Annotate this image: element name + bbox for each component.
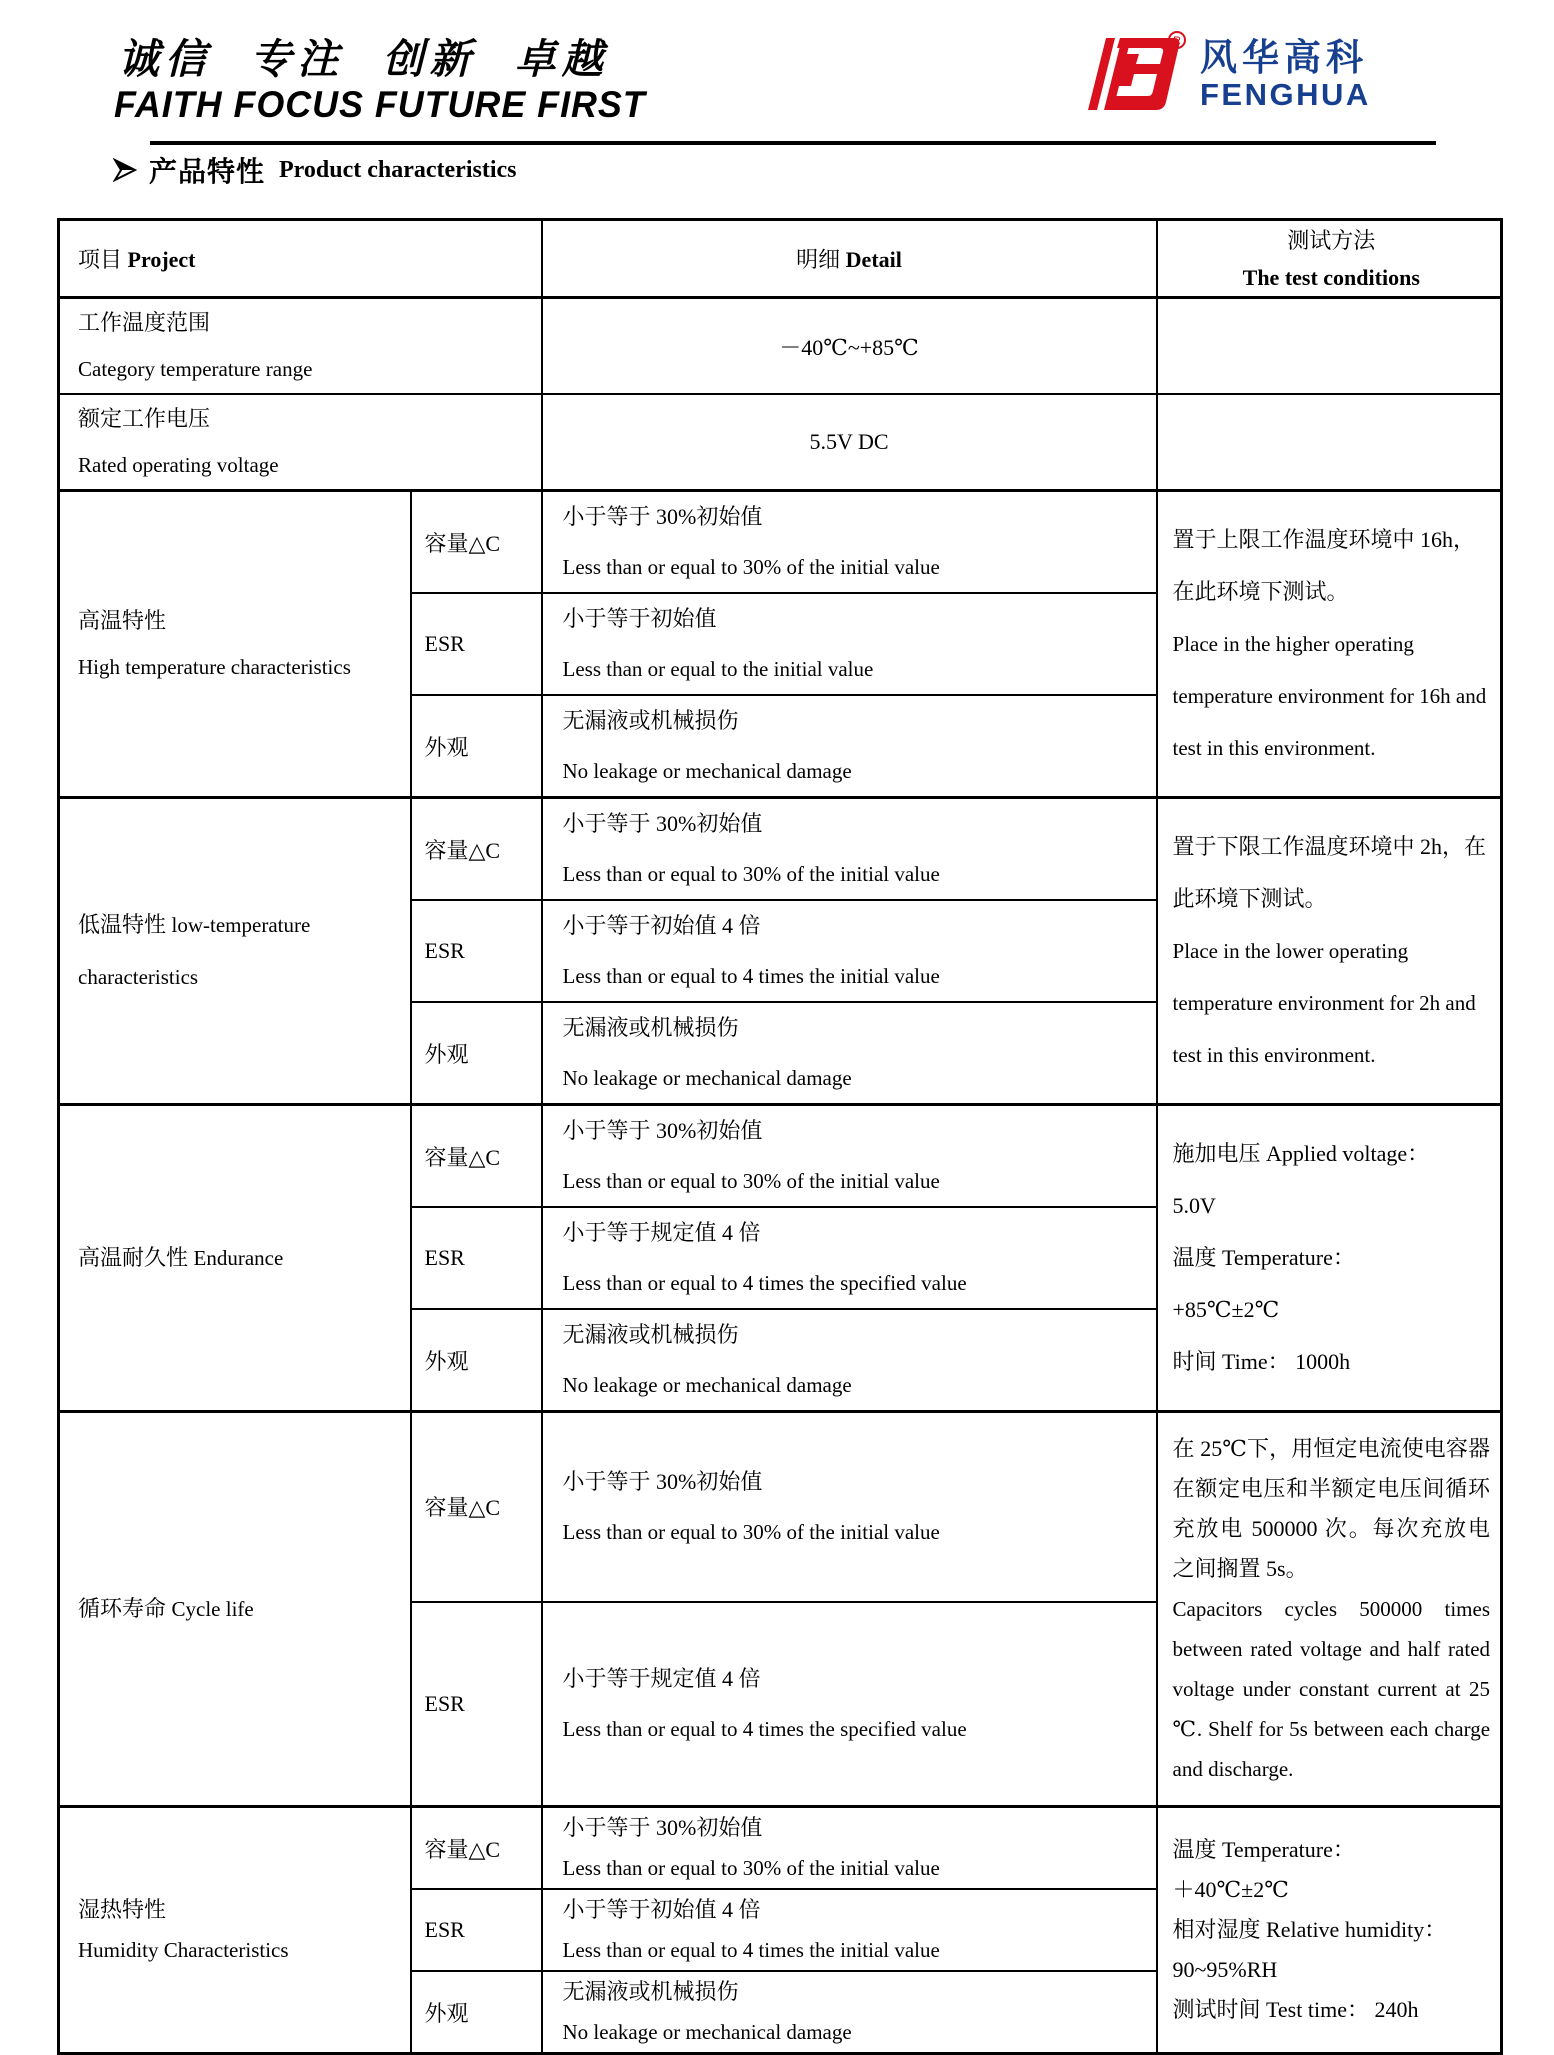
row-name-cn: 循环寿命 xyxy=(78,1596,167,1621)
detail-cn: 小于等于初始值 4 倍 xyxy=(562,1897,761,1922)
test-header-en: The test conditions xyxy=(1242,264,1420,290)
detail-en: No leakage or mechanical damage xyxy=(562,759,852,783)
test-cell xyxy=(1157,298,1502,395)
test-text-en: Capacitors cycles 500000 times between rated voltage and half rated voltage under constant current at 25 ℃. Shelf for 5s between each charge and discharge. xyxy=(1172,1597,1491,1781)
fenghua-logo xyxy=(1082,30,1371,118)
detail-en: Less than or equal to 30% of the initial value xyxy=(562,555,940,579)
company-slogan-cn: 诚信 专注 创新 卓越 xyxy=(118,36,609,82)
fenghua-logo-mark-icon xyxy=(1082,30,1186,118)
detail-cell xyxy=(542,695,1157,798)
row-name-en: Humidity Characteristics xyxy=(78,1938,289,1962)
test-line: 测试时间 Test time： 240h xyxy=(1172,1997,1419,2022)
detail-header-en: Detail xyxy=(845,247,902,272)
table-row-high-temp-capacity xyxy=(59,491,1502,594)
test-header-cell xyxy=(1157,220,1502,298)
detail-cn: 小于等于 30%初始值 xyxy=(562,1118,763,1143)
sub-label-cell: 容量△C xyxy=(411,1807,542,1890)
test-cell xyxy=(1157,491,1502,798)
product-characteristics-table xyxy=(57,218,1503,2055)
test-line: 相对湿度 Relative humidity： xyxy=(1172,1917,1447,1942)
detail-cell xyxy=(542,1971,1157,2054)
detail-en: Less than or equal to 4 times the specified value xyxy=(562,1271,967,1295)
detail-en: Less than or equal to 30% of the initial value xyxy=(562,1519,940,1544)
detail-en: Less than or equal to 4 times the initial value xyxy=(562,964,940,988)
detail-cell xyxy=(542,1105,1157,1208)
detail-cell xyxy=(542,798,1157,901)
detail-cn: 无漏液或机械损伤 xyxy=(562,1322,739,1347)
test-text-en: Place in the lower operating temperature environment for 2h and test in this environment. xyxy=(1172,939,1476,1067)
table-header-row xyxy=(59,220,1502,298)
arrow-bullet-icon xyxy=(113,157,137,183)
test-line: 5.0V xyxy=(1172,1193,1216,1218)
detail-cell xyxy=(542,1412,1157,1602)
project-cell-low-temperature xyxy=(59,798,411,1105)
test-line: +85℃±2℃ xyxy=(1172,1297,1280,1322)
test-line: 施加电压 Applied voltage： xyxy=(1172,1141,1430,1166)
test-header-cn: 测试方法 xyxy=(1287,227,1376,253)
detail-cell xyxy=(542,1889,1157,1971)
project-cell xyxy=(59,298,542,395)
header-divider xyxy=(150,141,1436,145)
sub-label-cell: ESR xyxy=(411,1207,542,1309)
detail-cell xyxy=(542,1602,1157,1807)
row-name-en: Rated operating voltage xyxy=(78,453,279,477)
detail-cell xyxy=(542,1807,1157,1890)
project-cell-humidity xyxy=(59,1807,411,2054)
sub-label-cell: ESR xyxy=(411,1889,542,1971)
detail-cn: 小于等于规定值 4 倍 xyxy=(562,1665,761,1691)
sub-label-cell: 容量△C xyxy=(411,1412,542,1602)
table-row-temperature-range xyxy=(59,298,1502,395)
detail-cn: 小于等于 30%初始值 xyxy=(562,1468,763,1494)
test-text-cn: 置于下限工作温度环境中 2h，在此环境下测试。 xyxy=(1172,834,1487,911)
table-row-rated-voltage xyxy=(59,394,1502,491)
row-name-cn: 高温特性 xyxy=(78,608,167,633)
detail-cn: 无漏液或机械损伤 xyxy=(562,708,739,733)
detail-cell xyxy=(542,1002,1157,1105)
project-header-cn: 项目 xyxy=(78,247,123,272)
test-line: 温度 Temperature： xyxy=(1172,1245,1355,1270)
sub-label-cell: ESR xyxy=(411,1602,542,1807)
row-name-cn: 高温耐久性 xyxy=(78,1245,189,1270)
sub-label-cell: 容量△C xyxy=(411,798,542,901)
test-text-cn: 置于上限工作温度环境中 16h，在此环境下测试。 xyxy=(1172,527,1476,604)
detail-cn: 无漏液或机械损伤 xyxy=(562,1015,739,1040)
table-row-endurance-capacity xyxy=(59,1105,1502,1208)
company-slogan-en: FAITH FOCUS FUTURE FIRST xyxy=(114,84,646,125)
project-cell-cycle-life xyxy=(59,1412,411,1807)
detail-cell: －40℃~+85℃ xyxy=(542,298,1157,395)
test-text-en: Place in the higher operating temperature environment for 16h and test in this environment. xyxy=(1172,632,1487,760)
test-cell xyxy=(1157,1105,1502,1412)
detail-cell xyxy=(542,1207,1157,1309)
sub-label-cell: 外观 xyxy=(411,1971,542,2054)
row-name-en: Cycle life xyxy=(171,1597,254,1621)
table-row-cycle-life-capacity xyxy=(59,1412,1502,1602)
section-title xyxy=(113,152,517,188)
detail-cell xyxy=(542,1309,1157,1412)
logo-name-en: FENGHUA xyxy=(1200,76,1371,112)
sub-label-cell: 容量△C xyxy=(411,1105,542,1208)
row-name-cn: 额定工作电压 xyxy=(78,406,211,431)
detail-cell xyxy=(542,491,1157,594)
detail-en: Less than or equal to 30% of the initial value xyxy=(562,862,940,886)
row-name-en: High temperature characteristics xyxy=(78,655,351,679)
detail-en: No leakage or mechanical damage xyxy=(562,2020,852,2044)
row-name-en: low-temperature characteristics xyxy=(78,913,311,989)
detail-en: Less than or equal to 30% of the initial value xyxy=(562,1856,940,1880)
detail-cn: 小于等于 30%初始值 xyxy=(562,504,763,529)
logo-name-cn: 风华高科 xyxy=(1200,36,1368,78)
detail-cn: 小于等于初始值 xyxy=(562,606,717,631)
project-header-cell xyxy=(59,220,542,298)
project-header-en: Project xyxy=(127,247,196,272)
sub-label-cell: 外观 xyxy=(411,1309,542,1412)
detail-cell: 5.5V DC xyxy=(542,394,1157,491)
detail-en: Less than or equal to 4 times the initial value xyxy=(562,1938,940,1962)
detail-en: Less than or equal to 4 times the specified value xyxy=(562,1716,967,1741)
test-cell xyxy=(1157,394,1502,491)
project-cell-endurance xyxy=(59,1105,411,1412)
svg-text:R: R xyxy=(1173,35,1181,47)
detail-cn: 小于等于 30%初始值 xyxy=(562,811,763,836)
test-text-cn: 在 25℃下，用恒定电流使电容器在额定电压和半额定电压间循环充放电 500000 次。每次充放电之间搁置 5s。 xyxy=(1172,1436,1491,1581)
row-name-en: Endurance xyxy=(193,1246,284,1270)
section-title-en: Product characteristics xyxy=(279,156,517,183)
detail-cn: 无漏液或机械损伤 xyxy=(562,1979,739,2004)
test-cell xyxy=(1157,1412,1502,1807)
row-name-en: Category temperature range xyxy=(78,357,313,381)
sub-label-cell: 外观 xyxy=(411,1002,542,1105)
detail-en: Less than or equal to 30% of the initial value xyxy=(562,1169,940,1193)
test-line: 时间 Time： 1000h xyxy=(1172,1349,1351,1374)
detail-header-cell xyxy=(542,220,1157,298)
test-line: 90~95%RH xyxy=(1172,1957,1278,1982)
test-line: 温度 Temperature： xyxy=(1172,1837,1355,1862)
sub-label-cell: ESR xyxy=(411,900,542,1002)
detail-en: No leakage or mechanical damage xyxy=(562,1066,852,1090)
project-cell xyxy=(59,394,542,491)
test-cell xyxy=(1157,798,1502,1105)
row-name-cn: 低温特性 xyxy=(78,912,167,937)
detail-cell xyxy=(542,593,1157,695)
detail-cn: 小于等于初始值 4 倍 xyxy=(562,913,761,938)
section-title-cn: 产品特性 xyxy=(149,157,266,188)
detail-cell xyxy=(542,900,1157,1002)
table-row-low-temp-capacity xyxy=(59,798,1502,901)
table-row-humidity-capacity xyxy=(59,1807,1502,1890)
row-name-cn: 工作温度范围 xyxy=(78,310,211,335)
detail-cn: 小于等于 30%初始值 xyxy=(562,1815,763,1840)
sub-label-cell: ESR xyxy=(411,593,542,695)
row-name-cn: 湿热特性 xyxy=(78,1897,167,1922)
detail-en: No leakage or mechanical damage xyxy=(562,1373,852,1397)
detail-header-cn: 明细 xyxy=(796,247,841,272)
detail-cn: 小于等于规定值 4 倍 xyxy=(562,1220,761,1245)
project-cell-high-temperature xyxy=(59,491,411,798)
sub-label-cell: 外观 xyxy=(411,695,542,798)
sub-label-cell: 容量△C xyxy=(411,491,542,594)
test-line: ＋40℃±2℃ xyxy=(1172,1877,1289,1902)
test-cell xyxy=(1157,1807,1502,2054)
detail-en: Less than or equal to the initial value xyxy=(562,657,874,681)
